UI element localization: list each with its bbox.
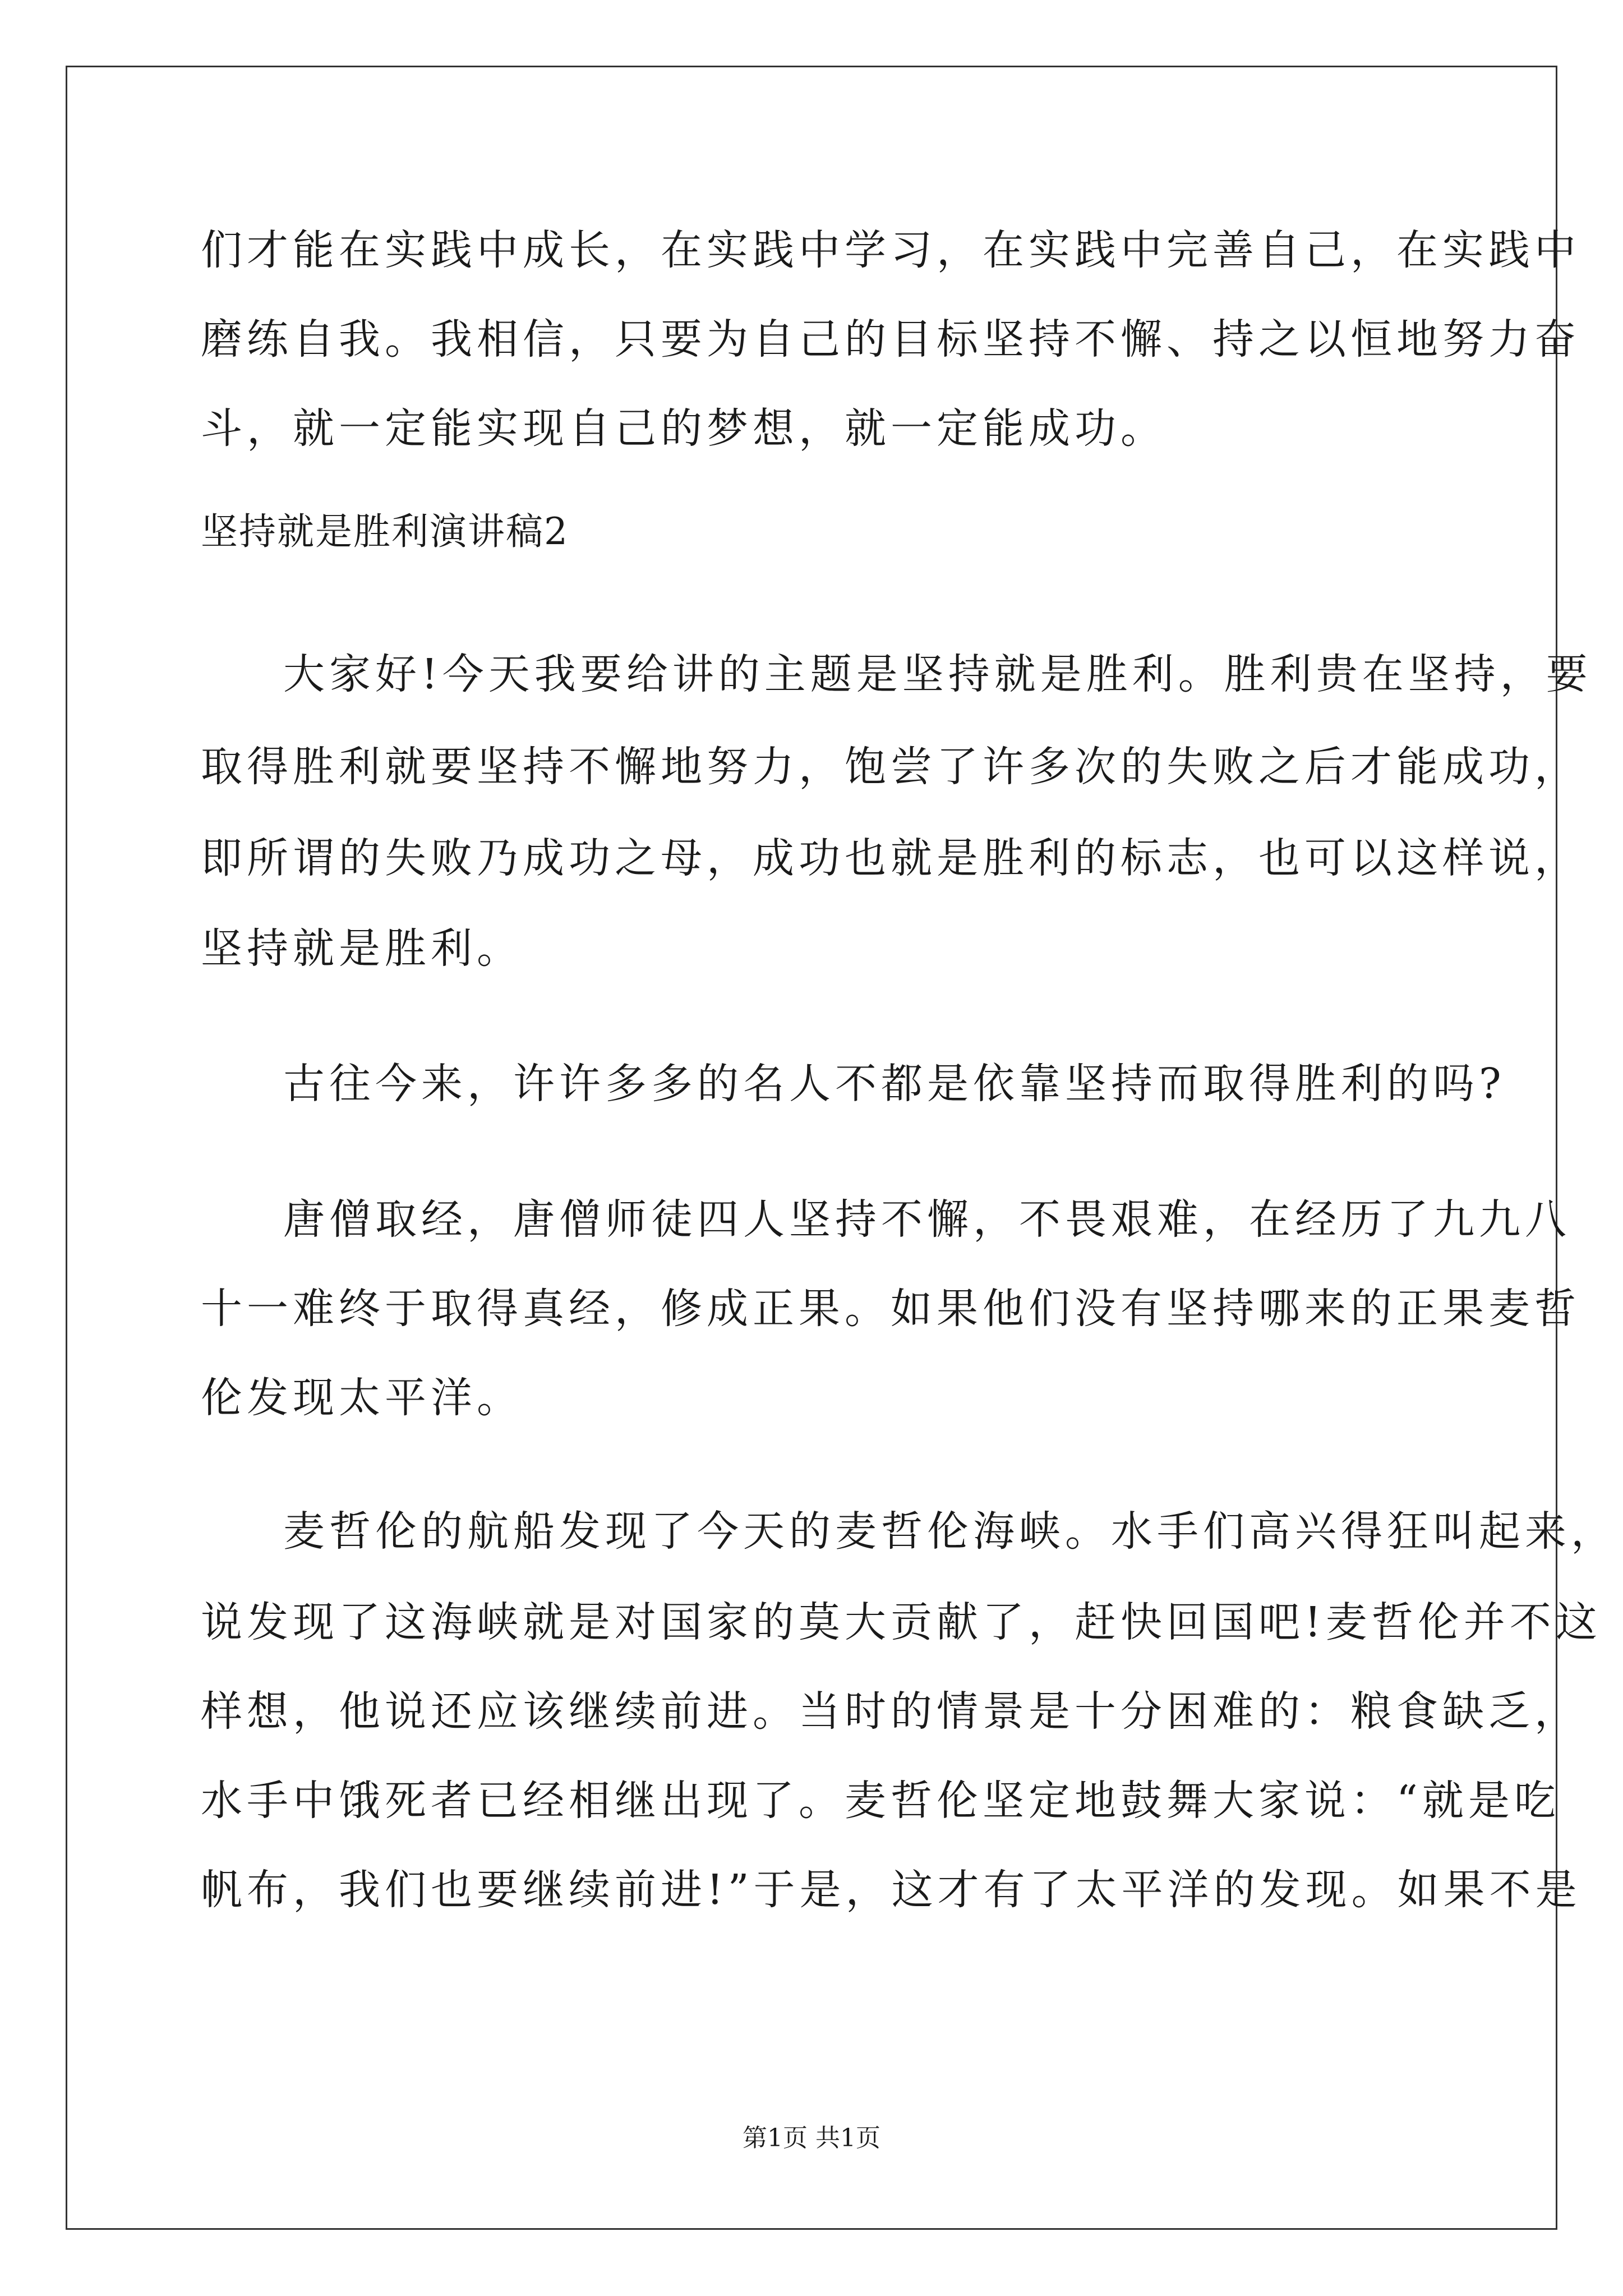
page-number-footer: 第1页 共1页	[743, 2124, 880, 2152]
body-text-line: 水手中饿死者已经相继出现了。麦哲伦坚定地鼓舞大家说：“就是吃	[201, 1777, 1560, 1825]
body-text-line: 说发现了这海峡就是对国家的莫大贡献了，赶快回国吧!麦哲伦并不这	[201, 1598, 1602, 1646]
body-text-line: 样想，他说还应该继续前进。当时的情景是十分困难的：粮食缺乏，	[201, 1687, 1580, 1736]
body-text-line: 们才能在实践中成长，在实践中学习，在实践中完善自己，在实践中	[201, 226, 1580, 274]
body-text-line: 取得胜利就要坚持不懈地努力，饱尝了许多次的失败之后才能成功，	[201, 743, 1580, 791]
body-text-line: 麦哲伦的航船发现了今天的麦哲伦海峡。水手们高兴得狂叫起来，	[283, 1507, 1617, 1556]
section-heading: 坚持就是胜利演讲稿2	[201, 510, 569, 553]
body-text-line: 大家好!今天我要给讲的主题是坚持就是胜利。胜利贵在坚持，要	[283, 650, 1592, 698]
body-text-line: 斗，就一定能实现自己的梦想，就一定能成功。	[201, 404, 1166, 453]
body-text-line: 古往今来，许许多多的名人不都是依靠坚持而取得胜利的吗?	[283, 1060, 1506, 1108]
body-text-line: 帆布，我们也要继续前进!”于是，这才有了太平洋的发现。如果不是	[201, 1866, 1581, 1914]
body-text-line: 即所谓的失败乃成功之母，成功也就是胜利的标志，也可以这样说，	[201, 834, 1580, 882]
body-text-line: 伦发现太平洋。	[201, 1374, 523, 1422]
body-text-line: 坚持就是胜利。	[201, 924, 523, 973]
body-text-line: 十一难终于取得真经，修成正果。如果他们没有坚持哪来的正果麦哲	[201, 1285, 1580, 1333]
body-text-line: 磨练自我。我相信，只要为自己的目标坚持不懈、持之以恒地努力奋	[201, 315, 1580, 364]
body-text-line: 唐僧取经，唐僧师徒四人坚持不懈，不畏艰难，在经历了九九八	[283, 1195, 1571, 1244]
